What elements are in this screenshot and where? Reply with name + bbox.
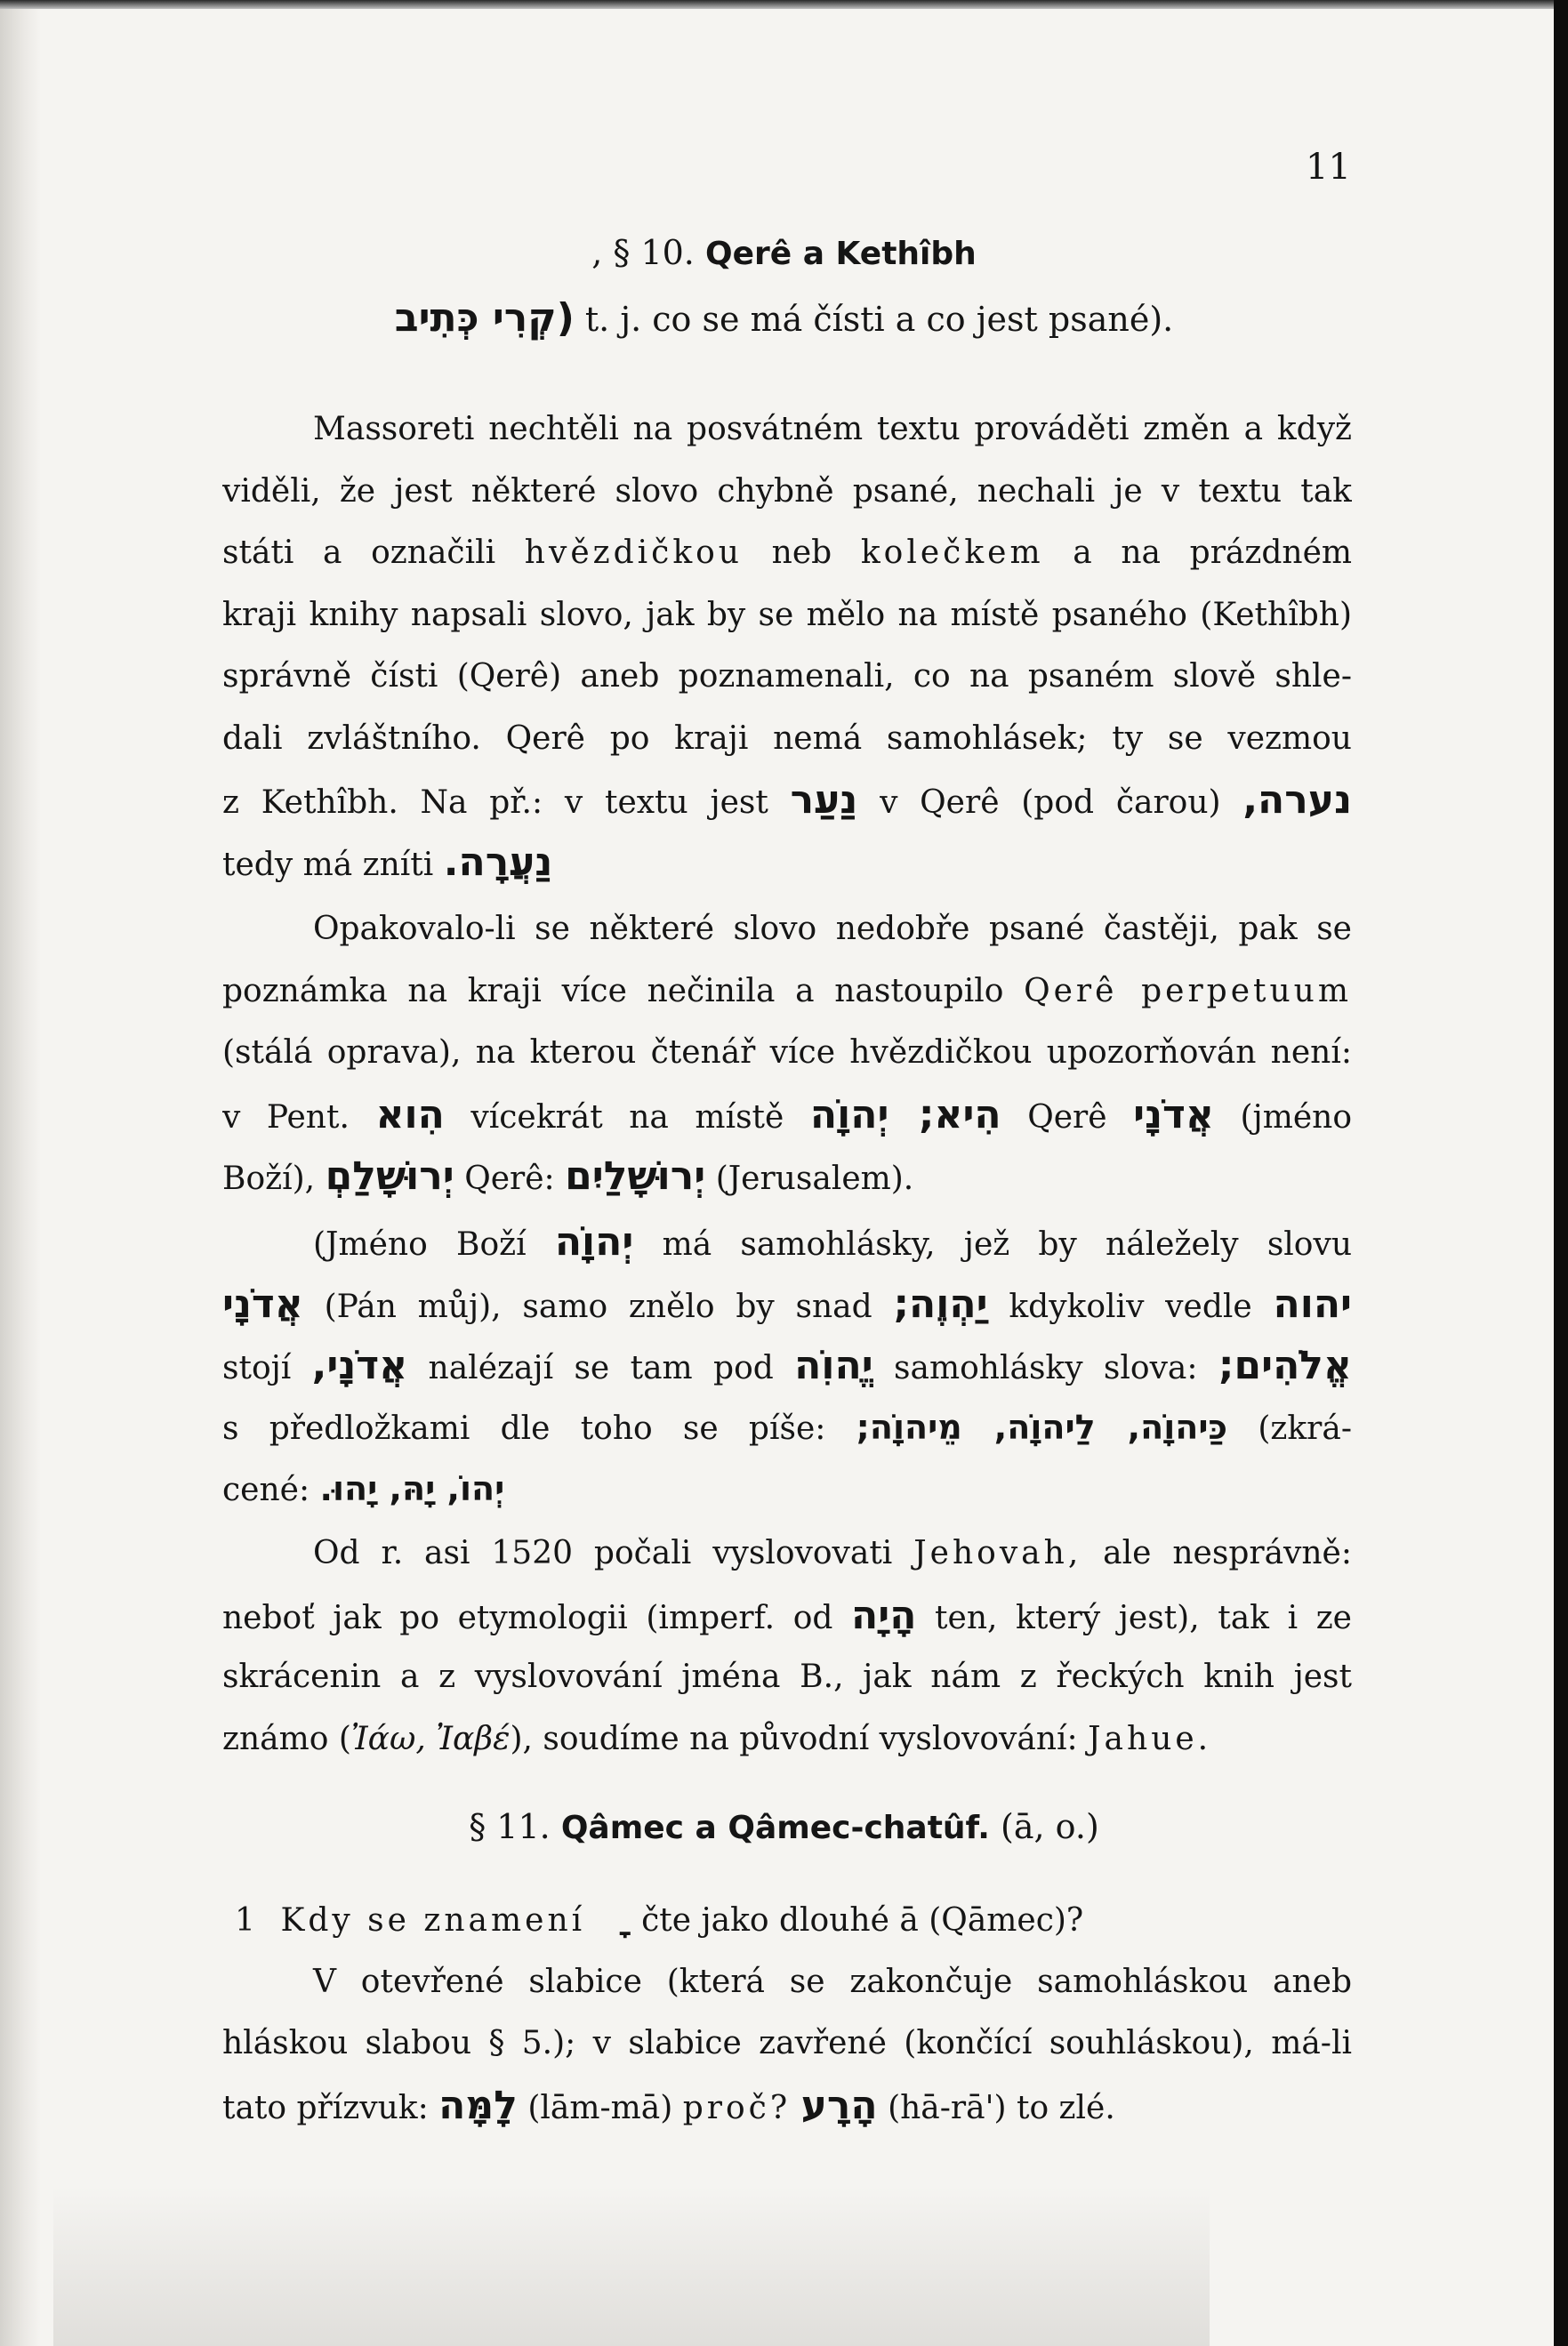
paragraph-4: [222, 1522, 1352, 1770]
text-line: správně čísti (Qerê) aneb poznamenali, co na psaném slově shle-: [222, 658, 1352, 695]
text-run: V otevřené slabice (která se zakončuje samohláskou aneb: [313, 1963, 1352, 2000]
text-line: viděli, že jest některé slovo chybně psané, nechali je v textu tak: [222, 472, 1352, 510]
text-line: [222, 1211, 1352, 1273]
section-10-title: Qerê a Kethîbh: [704, 236, 977, 272]
text-run: má samohlásky, jež by náležely slovu: [662, 1226, 1352, 1263]
text-run: cené:: [222, 1472, 310, 1508]
spaced-term: Qerê perpetuum: [1024, 972, 1352, 1009]
text-run: ten, který jest), tak i ze: [935, 1599, 1352, 1636]
hebrew-word: יַהְוֶה;: [893, 1281, 988, 1327]
section-10-number: , § 10.: [591, 233, 695, 272]
hebrew-word: אֲדֹנָי: [1133, 1091, 1214, 1137]
spaced-term: hvězdičkou: [524, 534, 743, 571]
text-run: ale nesprávně:: [1103, 1535, 1352, 1571]
text-run: stojí: [222, 1350, 292, 1386]
text-run: v Pent.: [222, 1098, 350, 1136]
text-line: skrácenin a z vyslovování jména B., jak nám z řeckých knih jest: [222, 1659, 1352, 1695]
paragraph-3: [222, 1211, 1352, 1521]
text-run: z Kethîbh. Na př.: v textu jest: [222, 784, 768, 821]
text-run: (hā-rā') to zlé.: [888, 2089, 1115, 2126]
page-top-edge: [0, 0, 1568, 9]
greek-word: Ἰάω, Ἰαβέ: [350, 1720, 511, 1757]
text-line: dali zvláštního. Qerê po kraji nemá samohlásek; ty se vezmou: [222, 719, 1352, 757]
text-line: [222, 1273, 1352, 1336]
text-line: [222, 522, 1352, 584]
text-line: [222, 1145, 1352, 1208]
text-line: [222, 1458, 1352, 1521]
text-run: neb: [771, 534, 832, 571]
hebrew-word: לָמָּה: [438, 2082, 518, 2128]
text-run: Od r. asi 1520 počali vyslovovati: [313, 1535, 893, 1571]
text-line: [222, 398, 1352, 461]
text-run: (Jméno Boží: [313, 1226, 527, 1263]
text-run: (Jerusalem).: [715, 1161, 914, 1197]
hebrew-word: הָיָה: [851, 1592, 917, 1638]
text-run: neboť jak po etymologii (imperf. od: [222, 1599, 833, 1636]
text-line: [222, 960, 1352, 1023]
paragraph-1: [222, 398, 1352, 893]
hebrew-word: יְרוּשָׁלַםְ: [325, 1153, 454, 1199]
hebrew-word: יהוה: [1273, 1281, 1352, 1327]
section-11-number: § 11.: [469, 1807, 551, 1846]
hebrew-word: אֱלֹהִים;: [1218, 1343, 1352, 1388]
text-run: kdykoliv vedle: [1009, 1288, 1252, 1325]
section-11-title: Qâmec a Qâmec-chatûf.: [560, 1810, 990, 1846]
text-line: [222, 1335, 1352, 1397]
text-run: (lām-mā): [527, 2089, 673, 2126]
page-number: 11: [1306, 147, 1351, 188]
qamec-sign: [596, 1889, 631, 1951]
hebrew-word: יְהוֹ, יָהּ, יָהוּ.: [319, 1469, 505, 1508]
section-10-subtitle-text: t. j. co se má čísti a co jest psané).: [584, 300, 1174, 339]
spaced-term: proč?: [682, 2089, 792, 2126]
text-run: poznámka na kraji více nečinila a nastoupilo: [222, 972, 1004, 1009]
text-run: a na prázdném: [1073, 534, 1352, 571]
text-line: [222, 898, 1352, 960]
hebrew-word: יְהוָֹה: [554, 1219, 634, 1265]
hebrew-word: נערה,: [1242, 777, 1352, 823]
text-line: [222, 1708, 1352, 1771]
text-line: hláskou slabou § 5.); v slabice zavřené (končící souhláskou), má-li: [222, 2025, 1352, 2061]
hebrew-word: נַעֲרָה.: [443, 839, 553, 885]
text-run: ), soudíme na původní vyslovování:: [510, 1720, 1078, 1757]
text-line: [222, 2075, 1352, 2137]
text-line: [222, 1522, 1352, 1585]
section-10-subtitle: [0, 295, 1568, 341]
text-run: nalézají se tam pod: [428, 1350, 774, 1386]
text-run: známo (: [222, 1720, 351, 1757]
hebrew-word: אֲדֹנָי,: [311, 1343, 408, 1388]
hebrew-word: כַּיהוָֹה, לַיהוָֹה, מֵיהוָֹה;: [856, 1407, 1228, 1447]
text-line: [222, 1889, 1352, 1951]
text-run: Qerê:: [464, 1161, 555, 1197]
text-run: Boží),: [222, 1161, 316, 1197]
text-line: [222, 1084, 1352, 1146]
text-line: [222, 832, 1352, 894]
text-run: (Pán můj), samo znělo by snad: [324, 1288, 872, 1325]
section-10-hebrew: (קְרִי כְּתִיב: [394, 295, 575, 341]
paragraph-2: [222, 898, 1352, 1208]
hebrew-word: יְרוּשָׁלַיִם: [565, 1153, 706, 1199]
page-right-edge: [1554, 0, 1568, 2346]
spaced-term: kolečkem: [860, 534, 1044, 571]
spaced-term: Kdy se znamení: [280, 1902, 586, 1939]
text-line: (stálá oprava), na kterou čtenář více hvězdičkou upozorňován není:: [222, 1034, 1352, 1071]
hebrew-word: הִוא: [375, 1091, 445, 1137]
text-run: Massoreti nechtěli na posvátném textu prováděti změn a když: [313, 411, 1352, 447]
text-run: (zkrá-: [1258, 1410, 1352, 1447]
text-run: (jméno: [1240, 1098, 1352, 1136]
section-11-heading: [0, 1807, 1568, 1846]
page-bottom-shadow: [53, 2186, 1210, 2346]
text-run: tato přízvuk:: [222, 2089, 429, 2126]
text-run: vícekrát na místě: [470, 1098, 784, 1136]
text-run: samohlásky slova:: [894, 1350, 1198, 1386]
text-run: s předložkami dle toho se píše:: [222, 1410, 826, 1447]
paragraph-5: [222, 1889, 1352, 2136]
spaced-term: Jahue.: [1088, 1720, 1212, 1757]
section-11-suffix: (ā, o.): [1001, 1807, 1099, 1846]
text-run: Opakovalo-li se některé slovo nedobře psané častěji, pak se: [313, 911, 1352, 947]
hebrew-word: הִיא; יְהוָֹה: [809, 1091, 1001, 1137]
hebrew-word: הָרָע: [800, 2082, 878, 2128]
text-line: kraji knihy napsali slovo, jak by se mělo na místě psaného (Kethîbh): [222, 596, 1352, 633]
text-run: v Qerê (pod čarou): [880, 784, 1221, 821]
section-10-heading: [0, 233, 1568, 272]
text-run: tedy má zníti: [222, 846, 434, 883]
text-line: [222, 1397, 1352, 1459]
text-line: [222, 1951, 1352, 2013]
hebrew-word: אֲדֹנָי: [222, 1281, 303, 1327]
spaced-term: Jehovah,: [913, 1535, 1082, 1571]
text-run: Qerê: [1027, 1098, 1107, 1136]
hebrew-word: יֱהוִֹה: [794, 1343, 873, 1388]
text-line: [222, 769, 1352, 832]
page-left-edge: [0, 0, 41, 2346]
text-run: státi a označili: [222, 534, 496, 571]
question-number: 1: [235, 1902, 255, 1939]
hebrew-word: נַעַר: [790, 777, 858, 823]
text-run: čte jako dlouhé ā (Qāmec)?: [641, 1902, 1084, 1939]
text-line: [222, 1585, 1352, 1647]
